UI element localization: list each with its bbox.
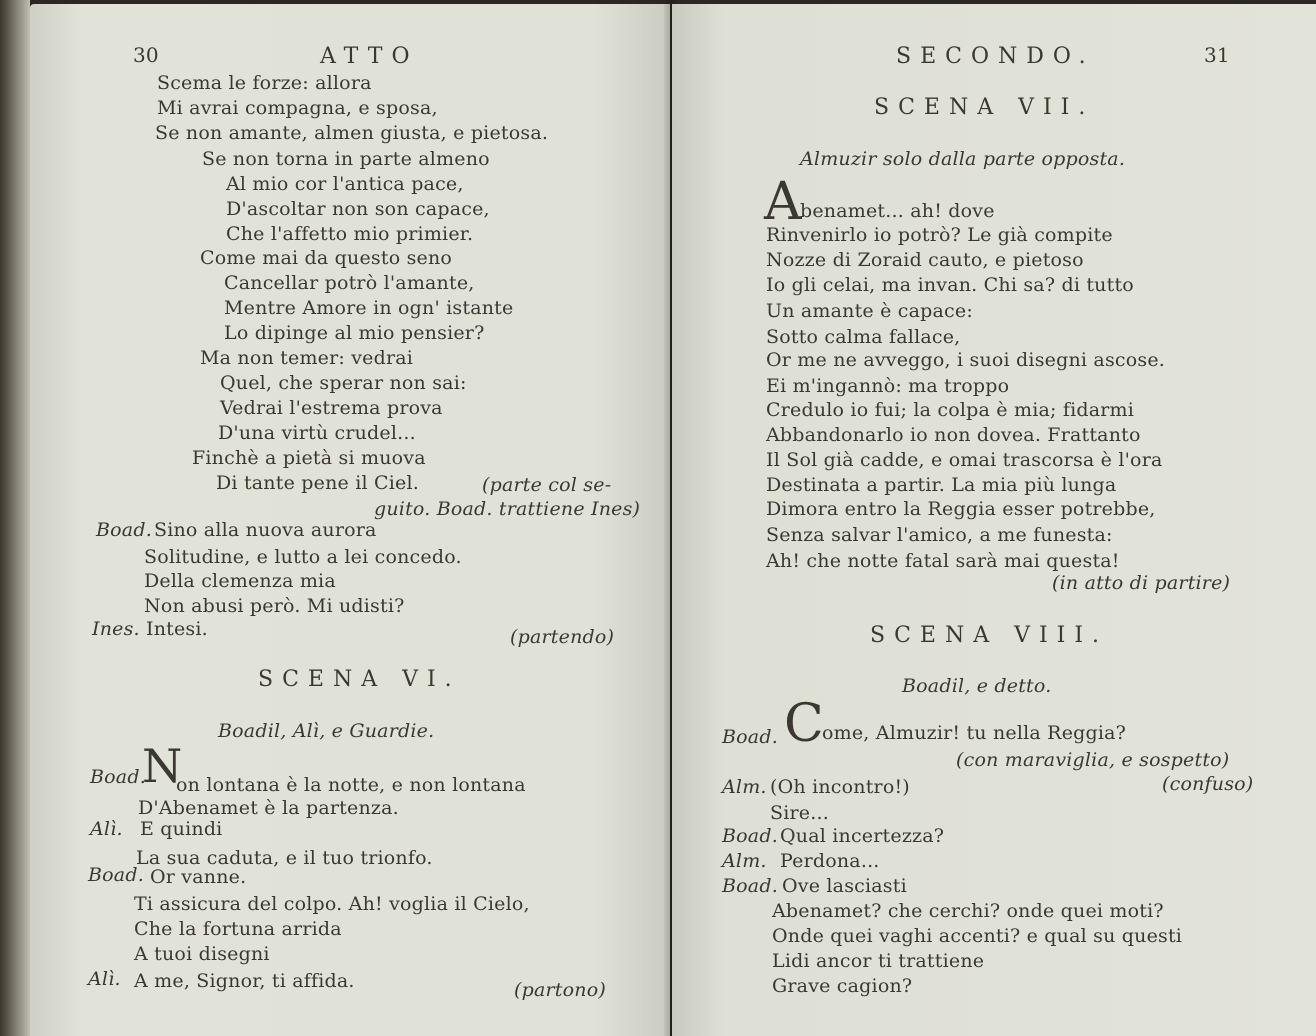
verse-line: Come mai da questo seno — [200, 247, 453, 269]
stage-direction: (confuso) — [1162, 773, 1254, 795]
speaker-label: Boad. — [722, 875, 778, 897]
drop-capital: C — [784, 694, 824, 754]
speech-line: (Oh incontro!) — [770, 776, 910, 798]
speaker-label: Boad. — [90, 766, 146, 788]
verse-line: Nozze di Zoraid cauto, e pietoso — [766, 249, 1084, 271]
verse-line: Ma non temer: vedrai — [200, 347, 414, 369]
speech-line: Ove lasciasti — [782, 875, 907, 897]
verse-line: Finchè a pietà si muova — [192, 447, 426, 469]
left-page — [30, 4, 670, 1036]
verse-line: Io gli celai, ma invan. Chi sa? di tutto — [766, 274, 1134, 296]
page-number: 30 — [133, 43, 159, 67]
verse-line: Se non amante, almen giusta, e pietosa. — [155, 122, 549, 144]
speaker-label: Alì. — [90, 818, 123, 840]
stage-direction: (partendo) — [510, 626, 615, 648]
scene-cast: Almuzir solo dalla parte opposta. — [800, 148, 1126, 170]
speaker-label: Alm. — [722, 776, 767, 798]
speech-line: La sua caduta, e il tuo trionfo. — [136, 847, 433, 869]
verse-line: D'una virtù crudel... — [218, 422, 416, 444]
speech-line: Qual incertezza? — [780, 825, 945, 847]
stage-direction: (con maraviglia, e sospetto) — [956, 749, 1230, 771]
verse-line: Ah! che notte fatal sarà mai questa! — [766, 550, 1120, 572]
verse-line: Mi avrai compagna, e sposa, — [157, 97, 438, 119]
verse-line: Se non torna in parte almeno — [202, 148, 490, 170]
page-number: 31 — [1204, 43, 1230, 67]
speech-line: Lidi ancor ti trattiene — [772, 950, 985, 972]
speech-line: Non abusi però. Mi udisti? — [144, 595, 405, 617]
verse-line: Abbandonarlo io non dovea. Frattanto — [766, 424, 1141, 446]
speech-line: Or vanne. — [150, 866, 247, 888]
speech-line: A me, Signor, ti affida. — [134, 970, 355, 992]
verse-line: Mentre Amore in ogn' istante — [224, 297, 514, 319]
stage-direction: guito. Boad. trattiene Ines) — [374, 498, 641, 520]
verse-line: Di tante pene il Ciel. — [216, 472, 419, 494]
drop-capital: A — [764, 172, 802, 232]
speech-line: Che la fortuna arrida — [134, 918, 342, 940]
right-page — [672, 4, 1316, 1036]
scene-cast: Boadil, Alì, e Guardie. — [218, 720, 435, 742]
speaker-label: Alì. — [88, 968, 121, 990]
scene-cast: Boadil, e detto. — [902, 675, 1052, 697]
speech-line: Grave cagion? — [772, 975, 913, 997]
verse-line: Un amante è capace: — [766, 300, 973, 322]
verse-line: benamet... ah! dove — [800, 200, 995, 222]
stage-direction: (parte col se- — [482, 474, 612, 496]
running-head: ATTO — [320, 44, 419, 69]
verse-line: Cancellar potrò l'amante, — [224, 272, 475, 294]
speaker-label: Boad. — [88, 864, 144, 886]
speaker-label: Boad. — [96, 519, 152, 541]
speech-line: Onde quei vaghi accenti? e qual su questi — [772, 925, 1183, 947]
speaker-label: Boad. — [722, 825, 778, 847]
scene-title: SCENA VIII. — [870, 623, 1109, 648]
speech-line: Ti assicura del colpo. Ah! voglia il Cielo, — [134, 893, 530, 915]
verse-line: Rinvenirlo io potrò? Le già compite — [766, 224, 1113, 246]
speech-line: Sire... — [770, 802, 829, 824]
verse-line: Or me ne avveggo, i suoi disegni ascose. — [766, 349, 1166, 371]
stage-direction: (partono) — [514, 979, 606, 1001]
verse-line: Lo dipinge al mio pensier? — [224, 322, 485, 344]
speech-line: Intesi. — [146, 618, 208, 640]
verse-line: Senza salvar l'amico, a me funesta: — [766, 524, 1113, 546]
verse-line: Che l'affetto mio primier. — [226, 223, 474, 245]
verse-line: Credulo io fui; la colpa è mia; fidarmi — [766, 399, 1135, 421]
verse-line: Scema le forze: allora — [157, 72, 372, 94]
speech-line: Perdona... — [780, 850, 880, 872]
stage-direction: (in atto di partire) — [1052, 572, 1231, 594]
verse-line: Al mio cor l'antica pace, — [226, 173, 464, 195]
speech-line: Abenamet? che cerchi? onde quei moti? — [772, 900, 1164, 922]
speech-line: ome, Almuzir! tu nella Reggia? — [822, 722, 1127, 744]
verse-line: Sotto calma fallace, — [766, 326, 961, 348]
speaker-label: Boad. — [722, 726, 778, 748]
scene-title: SCENA VI. — [258, 667, 461, 692]
speech-line: on lontana è la notte, e non lontana — [176, 774, 526, 796]
speech-line: E quindi — [140, 818, 223, 840]
running-head: SECONDO. — [896, 44, 1095, 69]
speaker-label: Ines. — [92, 618, 140, 640]
verse-line: Vedrai l'estrema prova — [220, 397, 443, 419]
speech-line: Sino alla nuova aurora — [154, 519, 377, 541]
speech-line: D'Abenamet è la partenza. — [138, 797, 399, 819]
verse-line: Quel, che sperar non sai: — [220, 372, 467, 394]
verse-line: D'ascoltar non son capace, — [226, 198, 490, 220]
verse-line: Ei m'ingannò: ma troppo — [766, 375, 1010, 397]
verse-line: Dimora entro la Reggia esser potrebbe, — [766, 498, 1156, 520]
drop-capital: N — [142, 739, 183, 793]
verse-line: Il Sol già cadde, e omai trascorsa è l'ora — [766, 449, 1163, 471]
scene-title: SCENA VII. — [874, 95, 1095, 120]
speech-line: Della clemenza mia — [144, 570, 336, 592]
speech-line: A tuoi disegni — [134, 943, 270, 965]
speaker-label: Alm. — [722, 850, 767, 872]
speech-line: Solitudine, e lutto a lei concedo. — [144, 546, 462, 568]
verse-line: Destinata a partir. La mia più lunga — [766, 474, 1117, 496]
book-edge — [0, 0, 30, 1036]
